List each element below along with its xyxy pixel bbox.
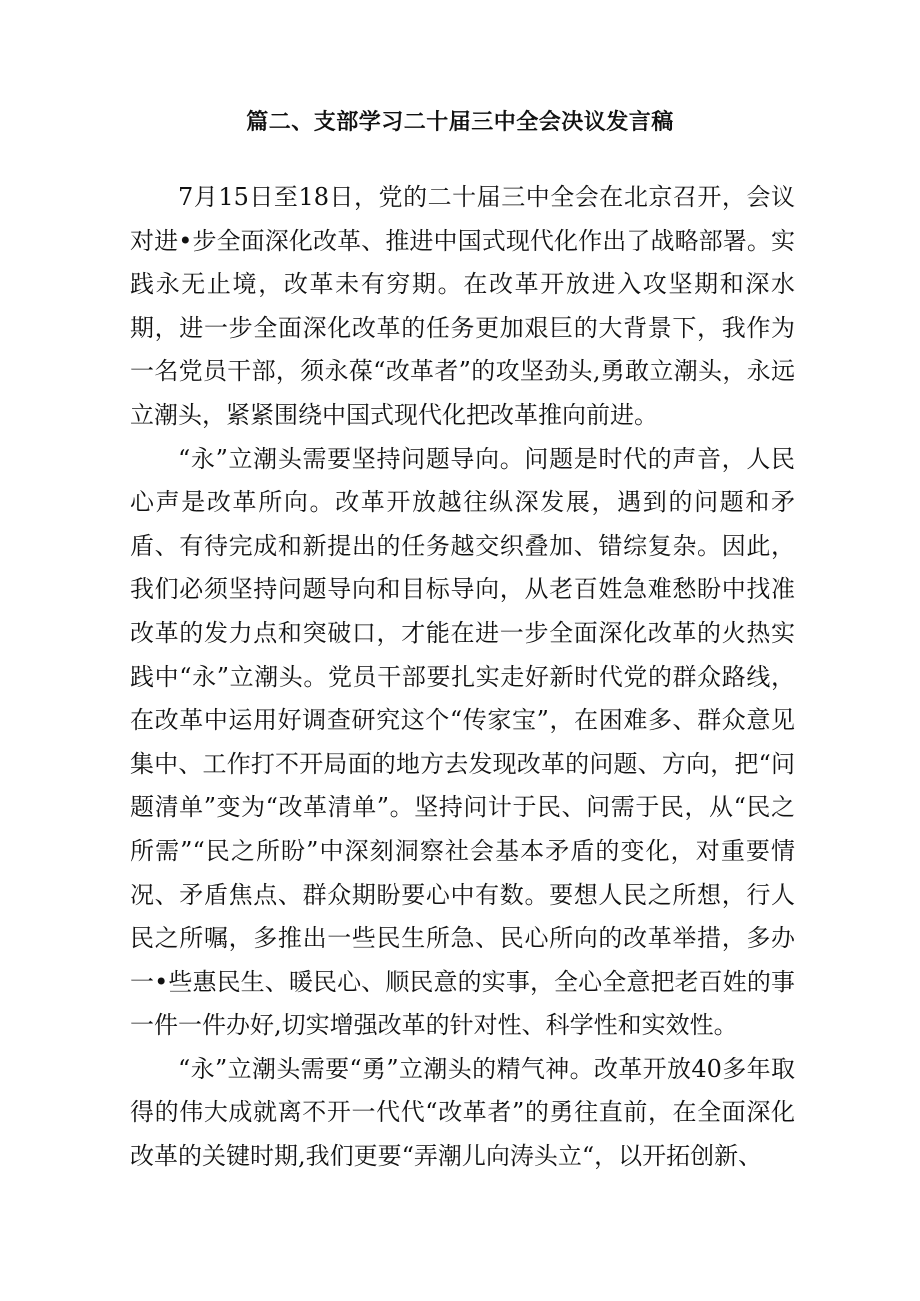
paragraph-intro: 7月15日至18日，党的二十届三中全会在北京召开，会议对进•步全面深化改革、推进中国式现代化作出了战略部署。实践永无止境，改革未有穷期。在改革开放进入攻坚期和深水期，进一步全面深化改革的任务更加艰巨的大背景下，我作为一名党员干部，须永葆“改革者”的攻坚劲头,勇敢立潮头，永远立潮头，紧紧围绕中国式现代化把改革推向前进。: [130, 183, 795, 429]
paragraph-courage: “永”立潮头需要“勇”立潮头的精气神。改革开放40多年取得的伟大成就离不开一代代“改革者”的勇往直前，在全面深化改革的关键时期,我们更要“弄潮儿向涛头立“，以开拓创新、: [130, 1054, 795, 1171]
document-title: 篇二、支部学习二十届三中全会决议发言稿: [246, 110, 674, 135]
paragraph-problem-orientation: “永”立潮头需要坚持问题导向。问题是时代的声音，人民心声是改革所向。改革开放越往纵深发展，遇到的问题和矛盾、有待完成和新提出的任务越交织叠加、错综复杂。因此，我们必须坚持问题导向和目标导向，从老百姓急难愁盼中找准改革的发力点和突破口，才能在进一步全面深化改革的火热实践中“永”立潮头。党员干部要扎实走好新时代党的群众路线，在改革中运用好调查研究这个“传家宝”，在困难多、群众意见集中、工作打不开局面的地方去发现改革的问题、方向，把“问题清单”变为“改革清单”。坚持问计于民、问需于民，从“民之所需”“民之所盼”中深刻洞察社会基本矛盾的变化，对重要情况、矛盾焦点、群众期盼要心中有数。要想人民之所想，行人民之所嘱，多推出一些民生所急、民心所向的改革举措，多办一•些惠民生、暖民心、顺民意的实事，全心全意把老百姓的事一件一件办好,切实增强改革的针对性、科学性和实效性。: [130, 444, 795, 1040]
document-body: [130, 176, 795, 1179]
